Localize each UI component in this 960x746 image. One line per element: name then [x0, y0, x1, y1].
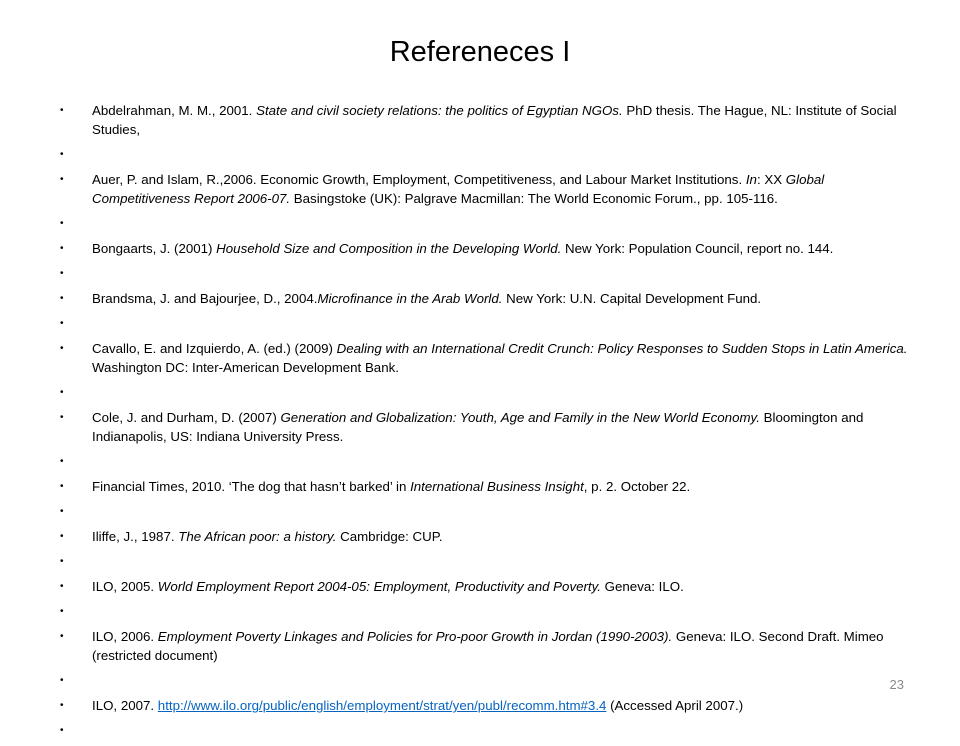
bullet-icon: •: [60, 506, 64, 517]
ref-title: Global Competitiveness Report 2006-07.: [92, 172, 825, 206]
ref-text: Geneva: ILO. Second Draft. Mimeo (restricted document): [92, 629, 884, 663]
bullet-icon: •: [60, 456, 64, 467]
empty-bullet: [60, 721, 920, 740]
ref-text: ILO, 2006.: [92, 629, 158, 644]
reference-item: [60, 239, 920, 258]
ref-text: Cambridge: CUP.: [336, 529, 443, 544]
empty-bullet: [60, 264, 920, 283]
bullet-icon: •: [60, 268, 64, 279]
ref-title: International Business Insight: [410, 479, 584, 494]
bullet-icon: •: [60, 531, 64, 542]
bullet-icon: •: [60, 606, 64, 617]
bullet-icon: •: [60, 631, 64, 642]
reference-item: [60, 627, 920, 665]
ref-text: Iliffe, J., 1987.: [92, 529, 179, 544]
empty-bullet: [60, 214, 920, 233]
empty-bullet: [60, 671, 920, 690]
ref-text: Basingstoke (UK): Palgrave Macmillan: The World Economic Forum., pp. 105-116.: [290, 191, 778, 206]
empty-bullet: [60, 552, 920, 571]
bullet-icon: •: [60, 343, 64, 354]
ref-text: Brandsma, J. and Bajourjee, D., 2004.: [92, 291, 318, 306]
ref-title: World Employment Report 2004-05: Employment, Productivity and Poverty.: [157, 579, 601, 594]
reference-list: [60, 101, 920, 746]
slide-title: Refereneces I: [389, 36, 571, 68]
bullet-icon: •: [60, 174, 64, 185]
bullet-icon: •: [60, 105, 64, 116]
reference-link[interactable]: http://www.ilo.org/public/english/employment/strat/yen/publ/recomm.htm#3.4: [157, 698, 607, 713]
reference-item: [60, 101, 920, 139]
bullet-icon: •: [60, 481, 64, 492]
ref-text: Cole, J. and Durham, D. (2007): [92, 410, 281, 425]
reference-item: [60, 289, 920, 308]
reference-item: [60, 408, 920, 446]
empty-bullet: [60, 314, 920, 333]
ref-text: Financial Times, 2010. ‘The dog that hasn’t barked’ in: [92, 479, 411, 494]
ref-text: Cavallo, E. and Izquierdo, A. (ed.) (2009): [92, 341, 337, 356]
bullet-icon: •: [60, 412, 64, 423]
ref-text: PhD thesis. The Hague, NL: Institute of Social Studies,: [92, 103, 897, 137]
ref-text: : XX: [756, 172, 786, 187]
page-number: 23: [889, 677, 904, 692]
reference-item: [60, 696, 920, 715]
reference-item: [60, 170, 920, 208]
bullet-icon: •: [60, 149, 64, 160]
empty-bullet: [60, 452, 920, 471]
empty-bullet: [60, 602, 920, 621]
ref-text: Abdelrahman, M. M., 2001.: [92, 103, 257, 118]
ref-title: Microfinance in the Arab World.: [317, 291, 503, 306]
ref-title: In: [745, 172, 757, 187]
reference-item: [60, 577, 920, 596]
ref-text: Washington DC: Inter-American Development Bank.: [92, 360, 399, 375]
reference-item: [60, 339, 920, 377]
ref-title: Employment Poverty Linkages and Policies for Pro-poor Growth in Jordan (1990-2003).: [157, 629, 673, 644]
bullet-icon: •: [60, 218, 64, 229]
empty-bullet: [60, 502, 920, 521]
empty-bullet: [60, 145, 920, 164]
reference-item: [60, 477, 920, 496]
ref-title: The African poor: a history.: [178, 529, 337, 544]
ref-text: New York: Population Council, report no. 144.: [561, 241, 834, 256]
ref-text: (Accessed April 2007.): [606, 698, 744, 713]
bullet-icon: •: [60, 725, 64, 736]
ref-text: ILO, 2007.: [92, 698, 158, 713]
ref-text: , p. 2. October 22.: [583, 479, 691, 494]
ref-title: Household Size and Composition in the Developing World.: [216, 241, 562, 256]
bullet-icon: •: [60, 293, 64, 304]
empty-bullet: [60, 383, 920, 402]
ref-text: New York: U.N. Capital Development Fund.: [502, 291, 762, 306]
bullet-icon: •: [60, 243, 64, 254]
ref-title: Dealing with an International Credit Crunch: Policy Responses to Sudden Stops in Latin America.: [336, 341, 908, 356]
bullet-icon: •: [60, 675, 64, 686]
ref-title: Generation and Globalization: Youth, Age and Family in the New World Economy.: [280, 410, 760, 425]
ref-text: ILO, 2005.: [92, 579, 158, 594]
ref-text: Geneva: ILO.: [600, 579, 684, 594]
bullet-icon: •: [60, 556, 64, 567]
reference-item: [60, 527, 920, 546]
bullet-icon: •: [60, 581, 64, 592]
bullet-icon: •: [60, 387, 64, 398]
ref-text: Bloomington and Indianapolis, US: Indiana University Press.: [92, 410, 864, 444]
ref-text: Bongaarts, J. (2001): [92, 241, 217, 256]
ref-text: Auer, P. and Islam, R.,2006. Economic Growth, Employment, Competitiveness, and Labour Market Institutions.: [92, 172, 746, 187]
bullet-icon: •: [60, 318, 64, 329]
bullet-icon: •: [60, 700, 64, 711]
ref-title: State and civil society relations: the politics of Egyptian NGOs.: [256, 103, 623, 118]
